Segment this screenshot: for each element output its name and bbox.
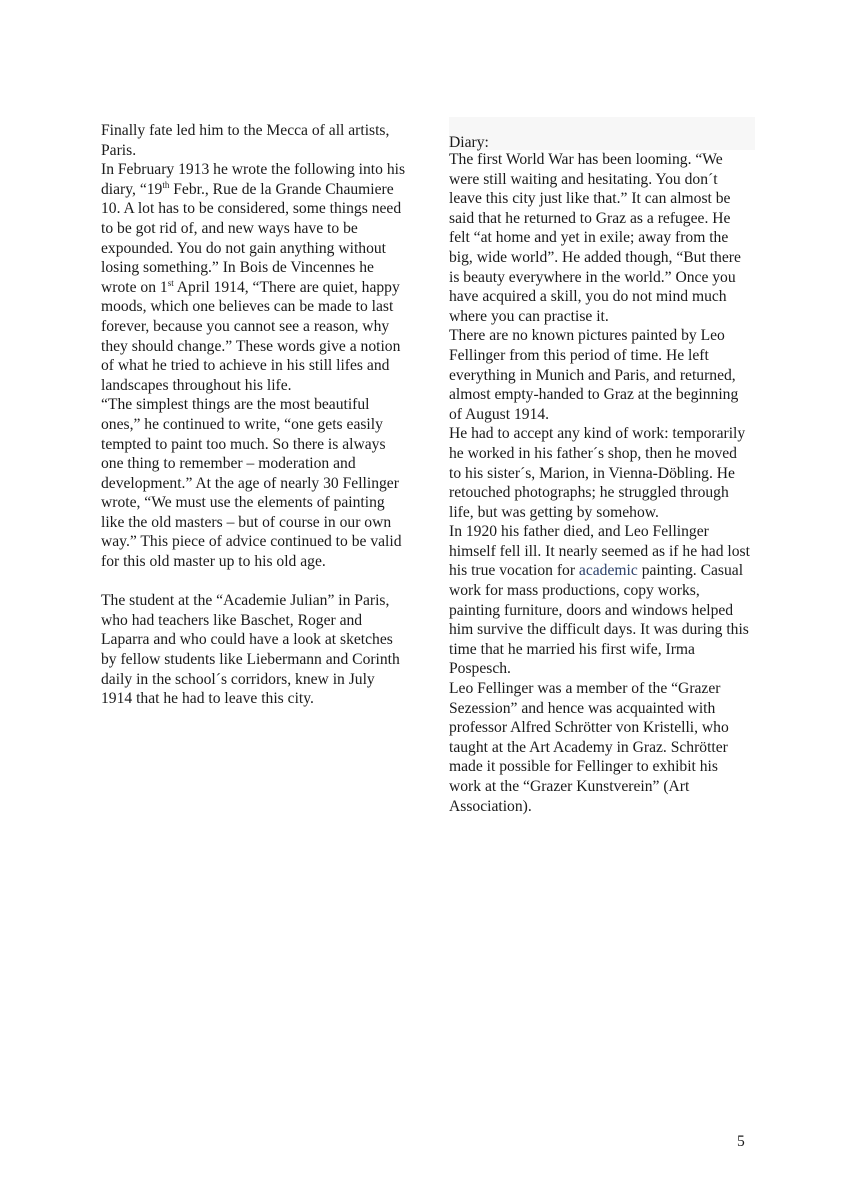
diary-heading: Diary: [449,117,755,150]
right-paragraph-3: He had to accept any kind of work: temporarily he worked in his father´s shop, then he moved to his sister´s, Marion, in Vienna-Döbling. He retouched photographs; he struggled through life, but was getting by somehow. [449,425,746,521]
left-paragraph-1: Finally fate led him to the Mecca of all artists, Paris. [101,122,390,159]
left-paragraph-2-text-a: In February 1913 he wrote the following into his diary, “19 [101,161,406,198]
paragraph-spacer [101,572,407,592]
left-paragraph-2-text-c: April 1914, “There are quiet, happy moods, which one believes can be made to last forever, because you cannot see a reason, why they should change.” These words give a notion of what he tried to achieve in his still lifes and landscapes throughout his life. [101,278,401,394]
right-column [449,117,751,816]
right-paragraph-4-text-b: painting. Casual work for mass productions, copy works, painting furniture, doors and windows helped him survive the difficult days. It was during this time that he married his first wife, Irma Pospesch. [449,562,749,678]
page-number: 5 [737,1133,745,1150]
left-paragraph-4: The student at the “Academie Julian” in Paris, who had teachers like Baschet, Roger and Laparra and who could have a look at sketches by fellow students like Liebermann and Corinth daily in the school´s corridors, knew in July 1914 that he had to leave this city. [101,592,400,708]
right-paragraph-1: The first World War has been looming. “We were still waiting and hesitating. You don´t leave this city just like that.” It can almost be said that he returned to Graz as a refugee. He felt “at home and yet in exile; away from the big, wide world”. He added though, “But there is beauty everywhere in the world.” Once you have acquired a skill, you do not mind much where you can practise it. [449,151,741,325]
left-paragraph-3: “The simplest things are the most beautiful ones,” he continued to write, “one gets easily tempted to paint too much. So there is always one thing to remember – moderation and development.” At the age of nearly 30 Fellinger wrote, “We must use the elements of painting like the old masters – but of course in our own way.” This piece of advice continued to be valid for this old master up to his old age. [101,396,402,571]
right-paragraph-4-text-a: In 1920 his father died, and Leo Fellinger himself fell ill. It nearly seemed as if he had lost his true vocation for [449,523,750,580]
right-paragraph-4-highlight: academic [578,562,638,580]
left-paragraph-2 [101,160,407,395]
left-paragraph-2-sup-1: th [162,179,170,190]
left-paragraph-2-sup-2: st [167,277,174,288]
left-paragraph-2-text-b: Febr., Rue de la Grande Chaumiere 10. A lot has to be considered, some things need to be got rid of, and new ways have to be expounded. You do not gain anything without losing something.” In Bois de Vincennes he wrote on 1 [101,180,402,296]
right-paragraph-5: Leo Fellinger was a member of the “Grazer Sezession” and hence was acquainted with professor Alfred Schrötter von Kristelli, who taught at the Art Academy in Graz. Schrötter made it possible for Fellinger to exhibit his work at the “Grazer Kunstverein” (Art Association). [449,680,729,815]
left-column [101,121,407,709]
right-paragraph-4 [449,522,751,679]
right-paragraph-2: There are no known pictures painted by Leo Fellinger from this period of time. He left everything in Munich and Paris, and returned, almost empty-handed to Graz at the beginning of August 1914. [449,327,739,423]
